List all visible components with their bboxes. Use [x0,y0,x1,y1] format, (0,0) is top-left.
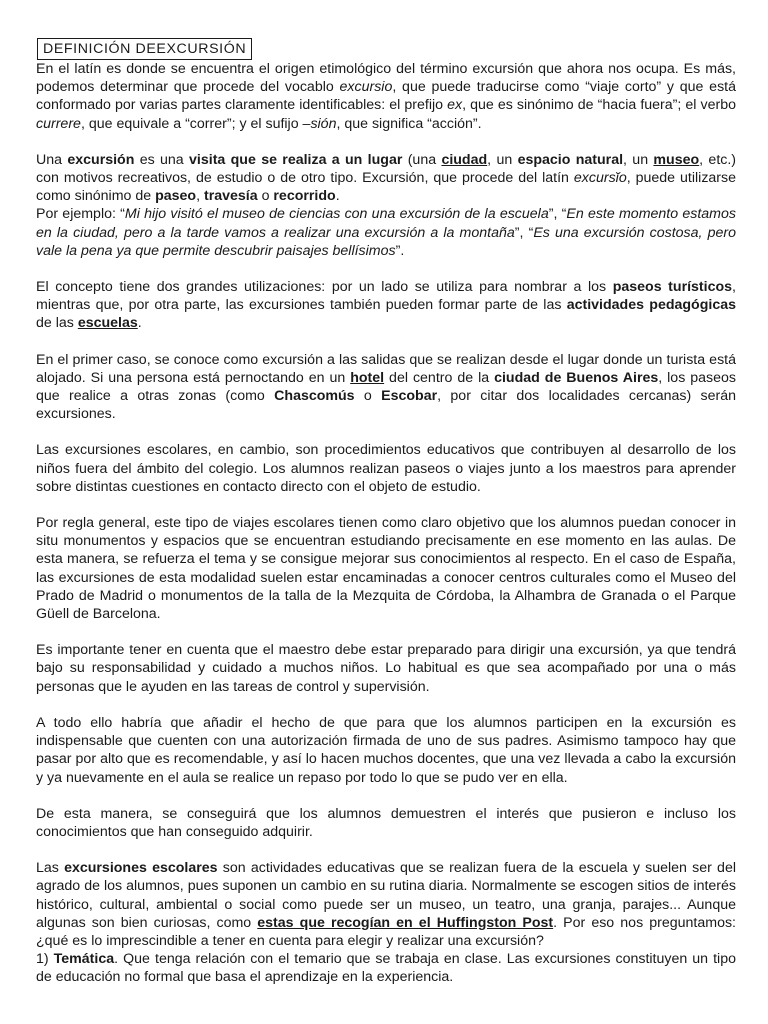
link-hotel[interactable]: hotel [350,369,385,386]
paragraph-interest: De esta manera, se conseguirá que los alumnos demuestren el interés que pusieron e incluso los conocimientos que han conseguido adquirir. [36,805,736,840]
paragraph-school-trips: Las excursiones escolares, en cambio, son procedimientos educativos que contribuyen al desarrollo de los niños fuera del ámbito del colegio. Los alumnos realizan paseos o viajes junto a los maestros para aprender sobre distintas cuestiones en contacto directo con el objeto de estudio. [36,442,736,495]
paragraph-definition: Una excursión es una visita que se realiza a un lugar (una ciudad, un espacio natural, un museo, etc.) con motivos recreativos, de estudio o de otro tipo. Excursión, que procede del latín excursĭo, puede utilizarse como sinónimo de paseo, travesía o recorrido. [36,151,737,205]
link-escuelas[interactable]: escuelas [77,315,138,332]
paragraph-objectives: Por regla general, este tipo de viajes escolares tienen como claro objetivo que los alumnos puedan conocer in situ monumentos y espacios que se encuentran estudiando precisamente en ese momento en las aulas. De esta manera, se refuerza el tema y se consigue mejorar sus conocimientos al respecto. En el caso de España, las excursiones de esta modalidad suelen estar encaminadas a conocer centros culturales como el Museo del Prado de Madrid o monumentos de la talla de la Mezquita de Córdoba, la Alhambra de Granada o el Parque Güell de Barcelona. [36,515,736,623]
link-huffington[interactable]: estas que recogían en el Huffingston Post [257,914,554,931]
paragraph-authorization: A todo ello habría que añadir el hecho de que para que los alumnos participen en la excursión es indispensable que cuenten con una autorización firmada de uno de sus padres. Asimismo tampoco hay que pasar por alto que es recomendable, y así lo hacen muchos docentes, que una vez llevada a cabo la excursión y ya nuevamente en el aula se realice un repaso por todo lo que se pudo ver en ella. [36,714,736,786]
paragraph-tourism: En el primer caso, se conoce como excursión a las salidas que se realizan desde el lugar donde un turista está alojado. Si una persona está pernoctando en un hotel del centro de la ciudad de Buenos Aires, los paseos que realice a otras zonas (como Chascomús o Escobar, por citar dos localidades cercanas) serán excursiones. [36,351,737,423]
paragraph-teacher: Es importante tener en cuenta que el maestro debe estar preparado para dirigir una excursión, ya que tendrá bajo su responsabilidad y cuidado a muchos niños. Lo habitual es que sea acompañado por una o más personas que le ayuden en las tareas de control y supervisión. [36,642,736,695]
paragraph-etymology: En el latín es donde se encuentra el origen etimológico del término excursión que ahora nos ocupa. Es más, podemos determinar que procede del vocablo excursio, que puede traducirse como “viaje corto” y que está conformado por varias partes claramente identificables: el prefijo ex, que es sinónimo de “hacia fuera”; el verbo currere, que equivale a “correr”; y el sufijo –sión, que significa “acción”. [36,61,736,132]
link-museo[interactable]: museo [653,151,700,168]
paragraph-school-excursions: Las excursiones escolares son actividades educativas que se realizan fuera de la escuela y suelen ser del agrado de los alumnos, pues suponen un cambio en su rutina diaria. Normalmente se escogen sitios de interés histórico, cultural, ambiental o social como puede ser un museo, un teatro, una granja, parajes... Aunque algunas son bien curiosas, como estas que recogían en el Huffingston Post. Por eso nos preguntamos: ¿qué es lo imprescindible a tener en cuenta para elegir y realizar una excursión? [36,860,736,949]
paragraph-examples: Por ejemplo: “Mi hijo visitó el museo de ciencias con una excursión de la escuela”, “En este momento estamos en la ciudad, pero a la tarde vamos a realizar una excursión a la montaña”, “Es una excursión costosa, pero vale la pena ya que permite descubrir paisajes bellísimos”. [36,206,737,259]
list-item-tematica: 1) Temática. Que tenga relación con el temario que se trabaja en clase. Las excursiones constituyen un tipo de educación no formal que basa el aprendizaje en la experiencia. [36,951,736,986]
paragraph-uses: El concepto tiene dos grandes utilizaciones: por un lado se utiliza para nombrar a los paseos turísticos, mientras que, por otra parte, las excursiones también pueden formar parte de las actividades pedagógicas de las escuelas. [36,279,737,332]
link-ciudad[interactable]: ciudad [441,151,488,168]
document-title: DEFINICIÓN DEEXCURSIÓN [37,38,252,60]
